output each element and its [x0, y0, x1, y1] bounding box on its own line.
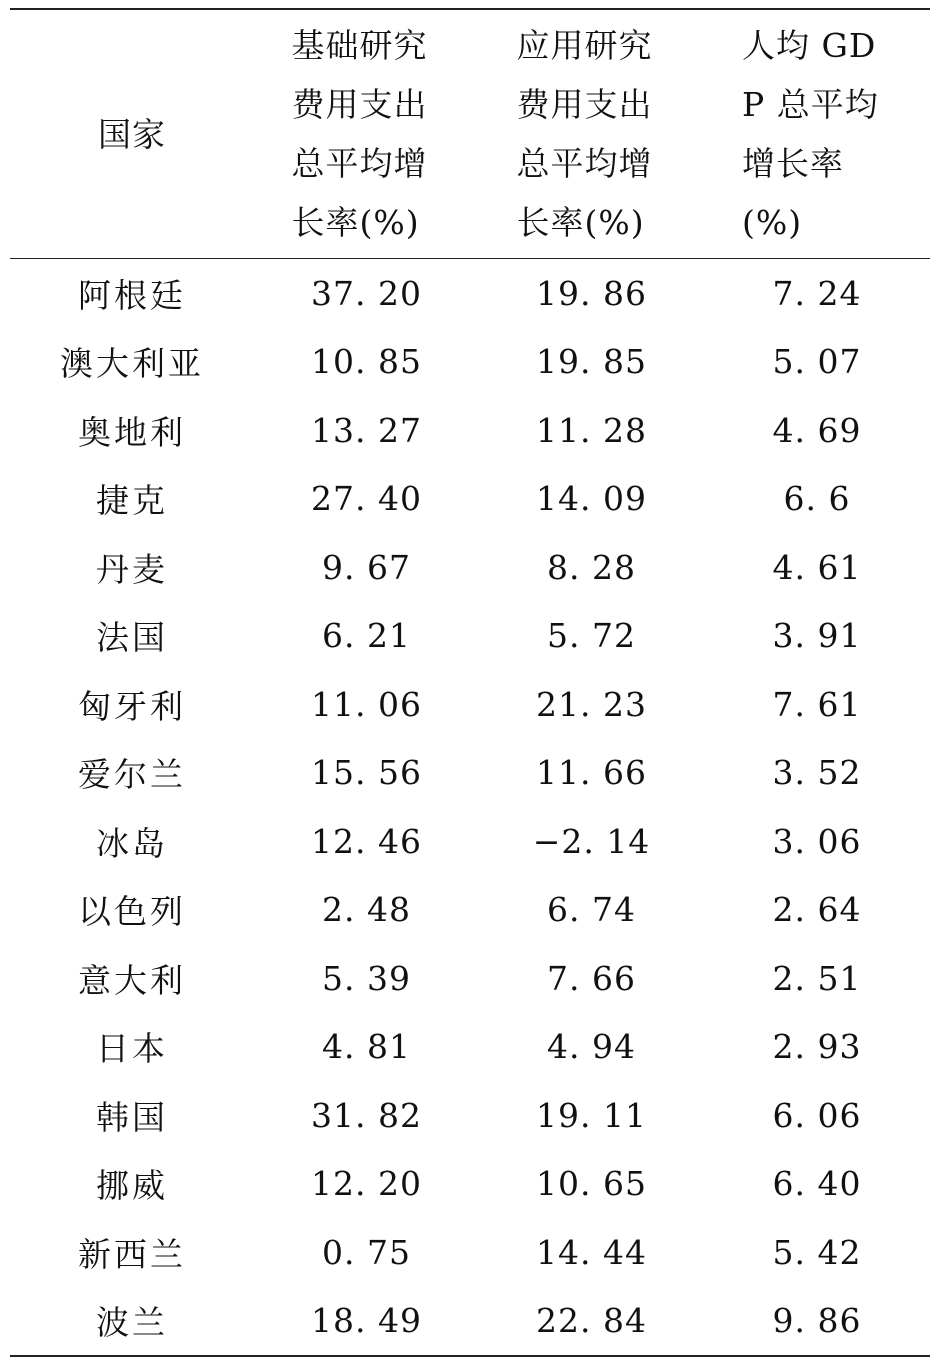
table-row — [10, 1218, 930, 1287]
table-row — [10, 739, 930, 808]
applied-research-cell: 22. 84 — [536, 1301, 647, 1341]
gdp-growth-cell: 6. 40 — [772, 1164, 862, 1204]
applied-research-cell: 19. 85 — [536, 342, 647, 382]
country-cell: 爱尔兰 — [78, 755, 186, 795]
gdp-growth-cell: 3. 91 — [772, 616, 862, 656]
country-cell: 意大利 — [78, 960, 186, 1000]
country-cell: 法国 — [96, 618, 168, 658]
table-row — [10, 876, 930, 945]
basic-research-cell: 2. 48 — [322, 890, 411, 930]
country-cell: 奥地利 — [78, 412, 186, 452]
gdp-growth-cell: 5. 07 — [772, 342, 862, 382]
data-table-container — [10, 8, 930, 1357]
basic-research-cell: 0. 75 — [322, 1232, 411, 1272]
basic-research-cell: 18. 49 — [311, 1301, 422, 1341]
table-row — [10, 328, 930, 397]
country-cell: 波兰 — [96, 1303, 168, 1343]
basic-research-cell: 12. 20 — [311, 1164, 422, 1204]
table-row — [10, 1081, 930, 1150]
applied-research-cell: 14. 09 — [536, 479, 647, 519]
applied-research-cell: 8. 28 — [547, 547, 636, 587]
applied-research-cell: 4. 94 — [547, 1027, 636, 1067]
header-applied-research: 应用研究费用支出总平均增长率(%) — [516, 26, 653, 242]
country-cell: 阿根廷 — [78, 275, 186, 315]
country-cell: 匈牙利 — [78, 686, 186, 726]
gdp-growth-cell: 2. 51 — [772, 958, 862, 998]
gdp-growth-cell: 2. 93 — [772, 1027, 862, 1067]
basic-research-cell: 13. 27 — [311, 410, 422, 450]
table-row — [10, 465, 930, 534]
table-row — [10, 670, 930, 739]
applied-research-cell: 11. 28 — [536, 410, 647, 450]
table-row — [10, 1013, 930, 1082]
country-cell: 韩国 — [96, 1097, 168, 1137]
applied-research-cell: 19. 86 — [536, 273, 647, 313]
basic-research-cell: 27. 40 — [311, 479, 422, 519]
gdp-growth-cell: 6. 06 — [772, 1095, 862, 1135]
applied-research-cell: 19. 11 — [536, 1095, 647, 1135]
applied-research-cell: 10. 65 — [536, 1164, 647, 1204]
basic-research-cell: 31. 82 — [311, 1095, 422, 1135]
applied-research-cell: 7. 66 — [547, 958, 636, 998]
basic-research-cell: 5. 39 — [322, 958, 411, 998]
table-row — [10, 259, 930, 328]
country-cell: 澳大利亚 — [60, 344, 204, 384]
basic-research-cell: 6. 21 — [322, 616, 411, 656]
header-country: 国家 — [98, 114, 166, 154]
table-row — [10, 602, 930, 671]
table-row — [10, 944, 930, 1013]
basic-research-cell: 10. 85 — [311, 342, 422, 382]
country-cell: 冰岛 — [96, 823, 168, 863]
applied-research-cell: 21. 23 — [536, 684, 647, 724]
growth-rate-table — [10, 8, 930, 1357]
country-cell: 挪威 — [96, 1166, 168, 1206]
applied-research-cell: 11. 66 — [536, 753, 647, 793]
country-cell: 新西兰 — [78, 1234, 186, 1274]
header-row — [10, 9, 930, 259]
basic-research-cell: 11. 06 — [311, 684, 422, 724]
gdp-growth-cell: 3. 06 — [772, 821, 862, 861]
basic-research-cell: 4. 81 — [322, 1027, 411, 1067]
applied-research-cell: 6. 74 — [547, 890, 636, 930]
country-cell: 捷克 — [96, 481, 168, 521]
gdp-growth-cell: 5. 42 — [772, 1232, 862, 1272]
table-row — [10, 396, 930, 465]
country-cell: 日本 — [96, 1029, 168, 1069]
table-row — [10, 533, 930, 602]
header-gdp-growth: 人均 GDP 总平均增长率(%) — [742, 26, 879, 242]
gdp-growth-cell: 4. 69 — [772, 410, 862, 450]
gdp-growth-cell: 9. 86 — [772, 1301, 862, 1341]
applied-research-cell: 14. 44 — [536, 1232, 647, 1272]
basic-research-cell: 15. 56 — [311, 753, 422, 793]
applied-research-cell: −2. 14 — [532, 821, 651, 861]
gdp-growth-cell: 3. 52 — [772, 753, 862, 793]
basic-research-cell: 9. 67 — [322, 547, 411, 587]
gdp-growth-cell: 7. 24 — [772, 273, 862, 313]
country-cell: 丹麦 — [96, 549, 168, 589]
gdp-growth-cell: 7. 61 — [772, 684, 862, 724]
table-row — [10, 1150, 930, 1219]
country-cell: 以色列 — [78, 892, 186, 932]
basic-research-cell: 12. 46 — [311, 821, 422, 861]
header-basic-research: 基础研究费用支出总平均增长率(%) — [291, 26, 428, 242]
table-row — [10, 1287, 930, 1357]
gdp-growth-cell: 6. 6 — [783, 479, 851, 519]
basic-research-cell: 37. 20 — [311, 273, 422, 313]
table-row — [10, 807, 930, 876]
table-body — [10, 259, 930, 1357]
table-header — [10, 9, 930, 259]
gdp-growth-cell: 2. 64 — [772, 890, 862, 930]
applied-research-cell: 5. 72 — [547, 616, 636, 656]
gdp-growth-cell: 4. 61 — [772, 547, 862, 587]
